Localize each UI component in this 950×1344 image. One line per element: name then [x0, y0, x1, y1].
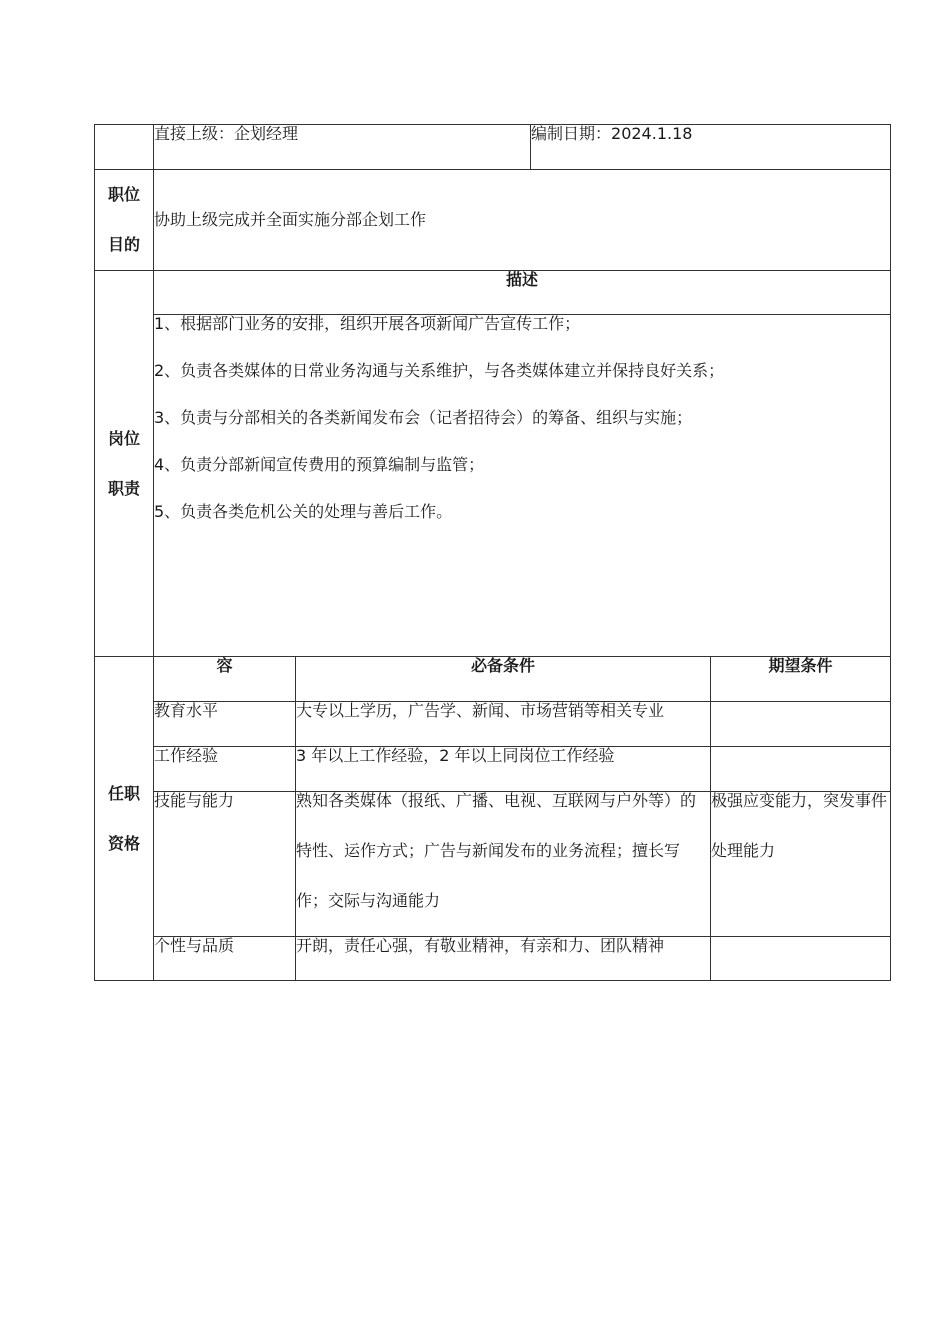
row-expected	[711, 937, 891, 981]
column-header-expected: 期望条件	[711, 657, 891, 702]
row-required: 开朗，责任心强，有敬业精神，有亲和力、团队精神	[296, 937, 711, 981]
row-expected-text: 极强应变能力，突发事件处理能力	[711, 791, 888, 860]
purpose-row	[95, 170, 891, 271]
purpose-label	[95, 170, 154, 271]
duties-label-line2: 职责	[107, 478, 140, 498]
date-cell: 编制日期：2024.1.18	[531, 125, 891, 170]
table-row	[95, 937, 891, 981]
job-description-table	[94, 124, 891, 981]
duty-item-3: 3、负责与分部相关的各类新闻发布会（记者招待会）的筹备、组织与实施；	[154, 408, 693, 427]
duties-label	[95, 271, 154, 657]
purpose-label-line2: 目的	[107, 235, 140, 254]
duty-item-4: 4、负责分部新闻宣传费用的预算编制与监管；	[154, 455, 485, 474]
row-item: 技能与能力	[154, 792, 296, 937]
row-item: 教育水平	[154, 702, 296, 747]
qualifications-header-row	[95, 657, 891, 702]
row-required-text: 熟知各类媒体（报纸、广播、电视、互联网与户外等）的特性、运作方式；广告与新闻发布的业务流程；擅长写作；交际与沟通能力	[296, 791, 697, 910]
blank-cell	[95, 125, 154, 170]
purpose-label-line1: 职位	[107, 185, 140, 204]
qualifications-label-line2: 资格	[107, 833, 140, 853]
row-item: 工作经验	[154, 747, 296, 792]
supervisor-cell: 直接上级：企划经理	[154, 125, 531, 170]
column-header-item: 容	[154, 657, 296, 702]
row-required: 大专以上学历，广告学、新闻、市场营销等相关专业	[296, 702, 711, 747]
duties-heading: 描述	[154, 271, 891, 315]
duty-item-2: 2、负责各类媒体的日常业务沟通与关系维护，与各类媒体建立并保持良好关系；	[154, 361, 725, 380]
duties-list	[154, 315, 891, 657]
duties-content-row	[95, 315, 891, 657]
duties-heading-row	[95, 271, 891, 315]
qualifications-label	[95, 657, 154, 981]
table-row	[95, 792, 891, 937]
qualifications-label-line1: 任职	[107, 783, 140, 803]
duties-label-line1: 岗位	[107, 428, 140, 448]
column-header-required: 必备条件	[296, 657, 711, 702]
duty-item-1: 1、根据部门业务的安排，组织开展各项新闻广告宣传工作；	[154, 314, 581, 333]
row-required: 3 年以上工作经验，2 年以上同岗位工作经验	[296, 747, 711, 792]
duty-item-5: 5、负责各类危机公关的处理与善后工作。	[154, 502, 453, 521]
row-item: 个性与品质	[154, 937, 296, 981]
row-expected	[711, 702, 891, 747]
row-expected	[711, 792, 891, 937]
table-row	[95, 702, 891, 747]
header-row	[95, 125, 891, 170]
purpose-text: 协助上级完成并全面实施分部企划工作	[154, 170, 891, 271]
row-required	[296, 792, 711, 937]
